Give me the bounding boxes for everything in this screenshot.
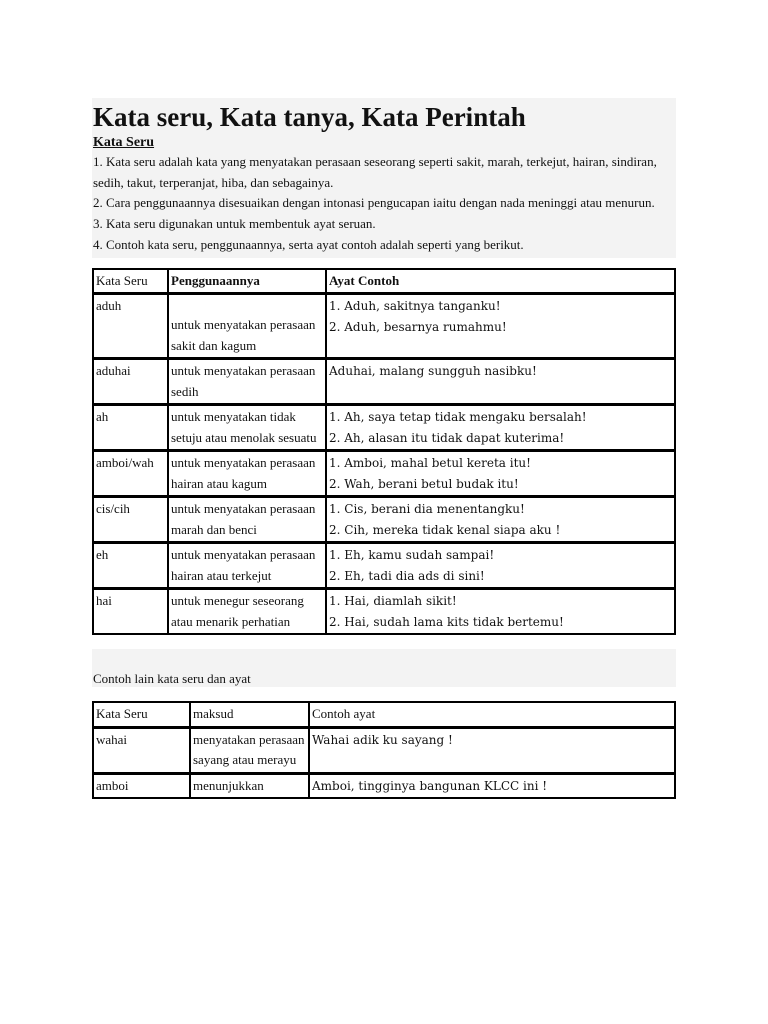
usage-cell: untuk menyatakan perasaan marah dan benci xyxy=(168,496,326,542)
example-line: Aduhai, malang sungguh nasibku! xyxy=(329,364,537,379)
meaning-cell: menunjukkan xyxy=(190,773,309,799)
header-cell: Kata Seru xyxy=(93,702,190,727)
example-line: 1. Aduh, sakitnya tanganku! xyxy=(329,299,501,314)
document-page xyxy=(92,98,676,799)
example-line: 2. Cih, mereka tidak kenal siapa aku ! xyxy=(329,522,561,537)
header-cell: Penggunaannya xyxy=(168,269,326,294)
table-row xyxy=(93,773,675,799)
header-cell: maksud xyxy=(190,702,309,727)
example-line: 2. Hai, sudah lama kits tidak bertemu! xyxy=(329,614,564,629)
page-title: Kata seru, Kata tanya, Kata Perintah xyxy=(93,102,526,132)
example-cell xyxy=(326,450,675,496)
table-header-row xyxy=(93,702,675,727)
table-row xyxy=(93,450,675,496)
table-header-row xyxy=(93,269,675,294)
table-row xyxy=(93,542,675,588)
header-cell: Ayat Contoh xyxy=(326,269,675,294)
word-cell: aduhai xyxy=(93,358,168,404)
other-examples-table xyxy=(92,701,676,799)
word-cell: amboi/wah xyxy=(93,450,168,496)
usage-cell: untuk menyatakan perasaan hairan atau kagum xyxy=(168,450,326,496)
example-cell xyxy=(326,542,675,588)
word-cell: cis/cih xyxy=(93,496,168,542)
example-cell xyxy=(326,358,675,404)
usage-cell: untuk menyatakan perasaan sedih xyxy=(168,358,326,404)
word-cell: eh xyxy=(93,542,168,588)
example-cell xyxy=(326,496,675,542)
example-cell: Amboi, tingginya bangunan KLCC ini ! xyxy=(309,773,675,799)
example-cell xyxy=(326,293,675,358)
example-line: 1. Cis, berani dia menentangku! xyxy=(329,502,525,517)
example-cell xyxy=(326,404,675,450)
table-row xyxy=(93,404,675,450)
word-cell: aduh xyxy=(93,293,168,358)
table-row xyxy=(93,727,675,773)
example-cell xyxy=(326,588,675,634)
table-row xyxy=(93,293,675,358)
example-line: 2. Eh, tadi dia ads di sini! xyxy=(329,568,485,583)
table-row xyxy=(93,358,675,404)
usage-cell: untuk menyatakan perasaan hairan atau terkejut xyxy=(168,542,326,588)
usage-cell: untuk menegur seseorang atau menarik perhatian xyxy=(168,588,326,634)
paragraph-4: 4. Contoh kata seru, penggunaannya, serta ayat contoh adalah seperti yang berikut. xyxy=(93,236,524,252)
table-row xyxy=(93,496,675,542)
word-cell: hai xyxy=(93,588,168,634)
paragraph-2: 2. Cara penggunaannya disesuaikan dengan intonasi pengucapan iaitu dengan nada meninggi atau menurun. xyxy=(93,195,655,211)
paragraph-3: 3. Kata seru digunakan untuk membentuk ayat seruan. xyxy=(93,216,376,232)
kata-seru-table xyxy=(92,268,676,636)
example-line: 2. Wah, berani betul budak itu! xyxy=(329,476,519,491)
word-cell: ah xyxy=(93,404,168,450)
example-line: 1. Eh, kamu sudah sampai! xyxy=(329,548,495,563)
example-line: 1. Amboi, mahal betul kereta itu! xyxy=(329,456,531,471)
usage-cell: untuk menyatakan perasaan sakit dan kagum xyxy=(168,293,326,358)
example-line: 2. Aduh, besarnya rumahmu! xyxy=(329,319,507,334)
example-cell: Wahai adik ku sayang ! xyxy=(309,727,675,773)
header-cell: Contoh ayat xyxy=(309,702,675,727)
word-cell: wahai xyxy=(93,727,190,773)
usage-cell: untuk menyatakan tidak setuju atau menolak sesuatu xyxy=(168,404,326,450)
example-line: 1. Ah, saya tetap tidak mengaku bersalah! xyxy=(329,410,587,425)
meaning-cell: menyatakan perasaan sayang atau merayu xyxy=(190,727,309,773)
other-examples-heading-block xyxy=(92,649,676,687)
other-examples-title: Contoh lain kata seru dan ayat xyxy=(93,671,251,687)
example-line: 1. Hai, diamlah sikit! xyxy=(329,594,457,609)
header-cell: Kata Seru xyxy=(93,269,168,294)
intro-paragraphs xyxy=(92,152,676,256)
section-title: Kata Seru xyxy=(93,135,155,150)
paragraph-1: 1. Kata seru adalah kata yang menyatakan perasaan seseorang seperti sakit, marah, terkejut, hairan, sindiran, sedih, takut, terperanjat, hiba, dan sebagainya. xyxy=(93,154,657,190)
example-line: 2. Ah, alasan itu tidak dapat kuterima! xyxy=(329,430,565,445)
word-cell: amboi xyxy=(93,773,190,799)
intro-block xyxy=(92,98,676,258)
table-row xyxy=(93,588,675,634)
